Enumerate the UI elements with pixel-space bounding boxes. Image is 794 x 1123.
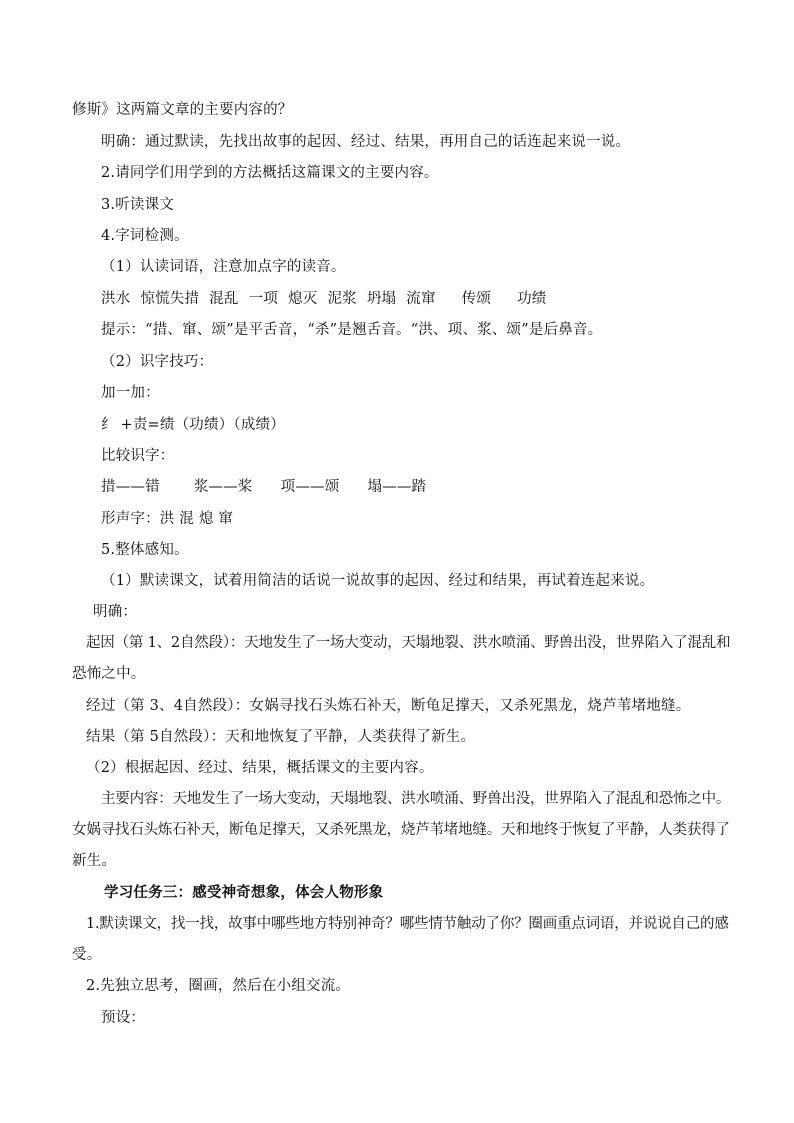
text-line: 女娲寻找石头炼石补天，断龟足撑天，又杀死黑龙，烧芦苇堵地缝。天和地终于恢复了平静，人类获得了: [72, 822, 730, 838]
text-line: 2.请同学们用学到的方法概括这篇课文的主要内容。: [101, 165, 439, 181]
text-line: 受。: [72, 947, 102, 963]
compare-pair: 塌——踏: [367, 479, 427, 495]
section-heading: 学习任务三：感受神奇想象，体会人物形象: [104, 884, 384, 901]
word: 坍塌: [366, 291, 397, 307]
word-list: [101, 289, 546, 309]
word: 泥浆: [327, 291, 357, 307]
compare-list: [101, 477, 426, 497]
text-line: 预设：: [101, 1010, 146, 1026]
text-line: （1）默读课文，试着用简洁的话说一说故事的起因、经过和结果，再试着连起来说。: [101, 573, 655, 589]
text-line: 经过（第 3、4自然段）：女娲寻找石头炼石补天，断龟足撑天，又杀死黑龙，烧芦苇堵地缝。: [86, 698, 691, 714]
text-line: 明确：通过默读，先找出故事的起因、经过、结果，再用自己的话连起来说一说。: [101, 134, 631, 150]
text-line: 2.先独立思考，圈画，然后在小组交流。: [86, 978, 351, 994]
text-line: 修斯》这两篇文章的主要内容的？: [72, 102, 293, 118]
word: 流窜: [406, 291, 436, 307]
text-line: 比较识字：: [101, 448, 175, 464]
text-line: 4.字词检测。: [101, 228, 189, 244]
word: 功绩: [517, 291, 547, 307]
text-line: 1.默读课文，找一找，故事中哪些地方特别神奇？哪些情节触动了你？圈画重点词语，并说说自己的感: [86, 916, 729, 932]
text-line: 加一加：: [101, 385, 160, 401]
text-line: （2）识字技巧：: [101, 354, 214, 370]
compare-pair: 浆——桨: [193, 479, 253, 495]
compare-pair: 项——颂: [280, 479, 340, 495]
text-line: 主要内容：天地发生了一场大变动，天塌地裂、洪水喷涌、野兽出没，世界陷入了混乱和恐怖之中。: [101, 791, 731, 807]
text-line: 明确：: [93, 604, 138, 620]
text-line: 纟 +责=绩（功绩）（成绩）: [101, 417, 285, 433]
text-line: 3.听读课文: [101, 197, 175, 213]
text-line: 结果（第 5自然段）：天和地恢复了平静，人类获得了新生。: [86, 729, 476, 745]
text-line: 形声字：洪 混 熄 窜: [101, 511, 234, 527]
text-line: （1）认读词语，注意加点字的读音。: [101, 259, 346, 275]
word: 传颂: [461, 291, 492, 307]
compare-pair: 措——错: [101, 479, 160, 495]
word: 惊慌失措: [140, 291, 200, 307]
word: 洪水: [101, 291, 131, 307]
word: 熄灭: [288, 291, 318, 307]
text-line: 起因（第 1、2自然段）：天地发生了一场大变动，天塌地裂、洪水喷涌、野兽出没，世界陷入了混乱和: [86, 635, 731, 651]
word: 混乱: [209, 291, 239, 307]
text-line: 5.整体感知。: [101, 542, 189, 558]
text-line: 恐怖之中。: [72, 666, 146, 682]
text-line: 新生。: [72, 853, 117, 869]
text-line: 提示：“措、窜、颂”是平舌音，“杀”是翘舌音。“洪、项、浆、颂”是后鼻音。: [101, 322, 603, 338]
text-line: （2）根据起因、经过、结果，概括课文的主要内容。: [86, 760, 434, 776]
word: 一项: [248, 291, 279, 307]
